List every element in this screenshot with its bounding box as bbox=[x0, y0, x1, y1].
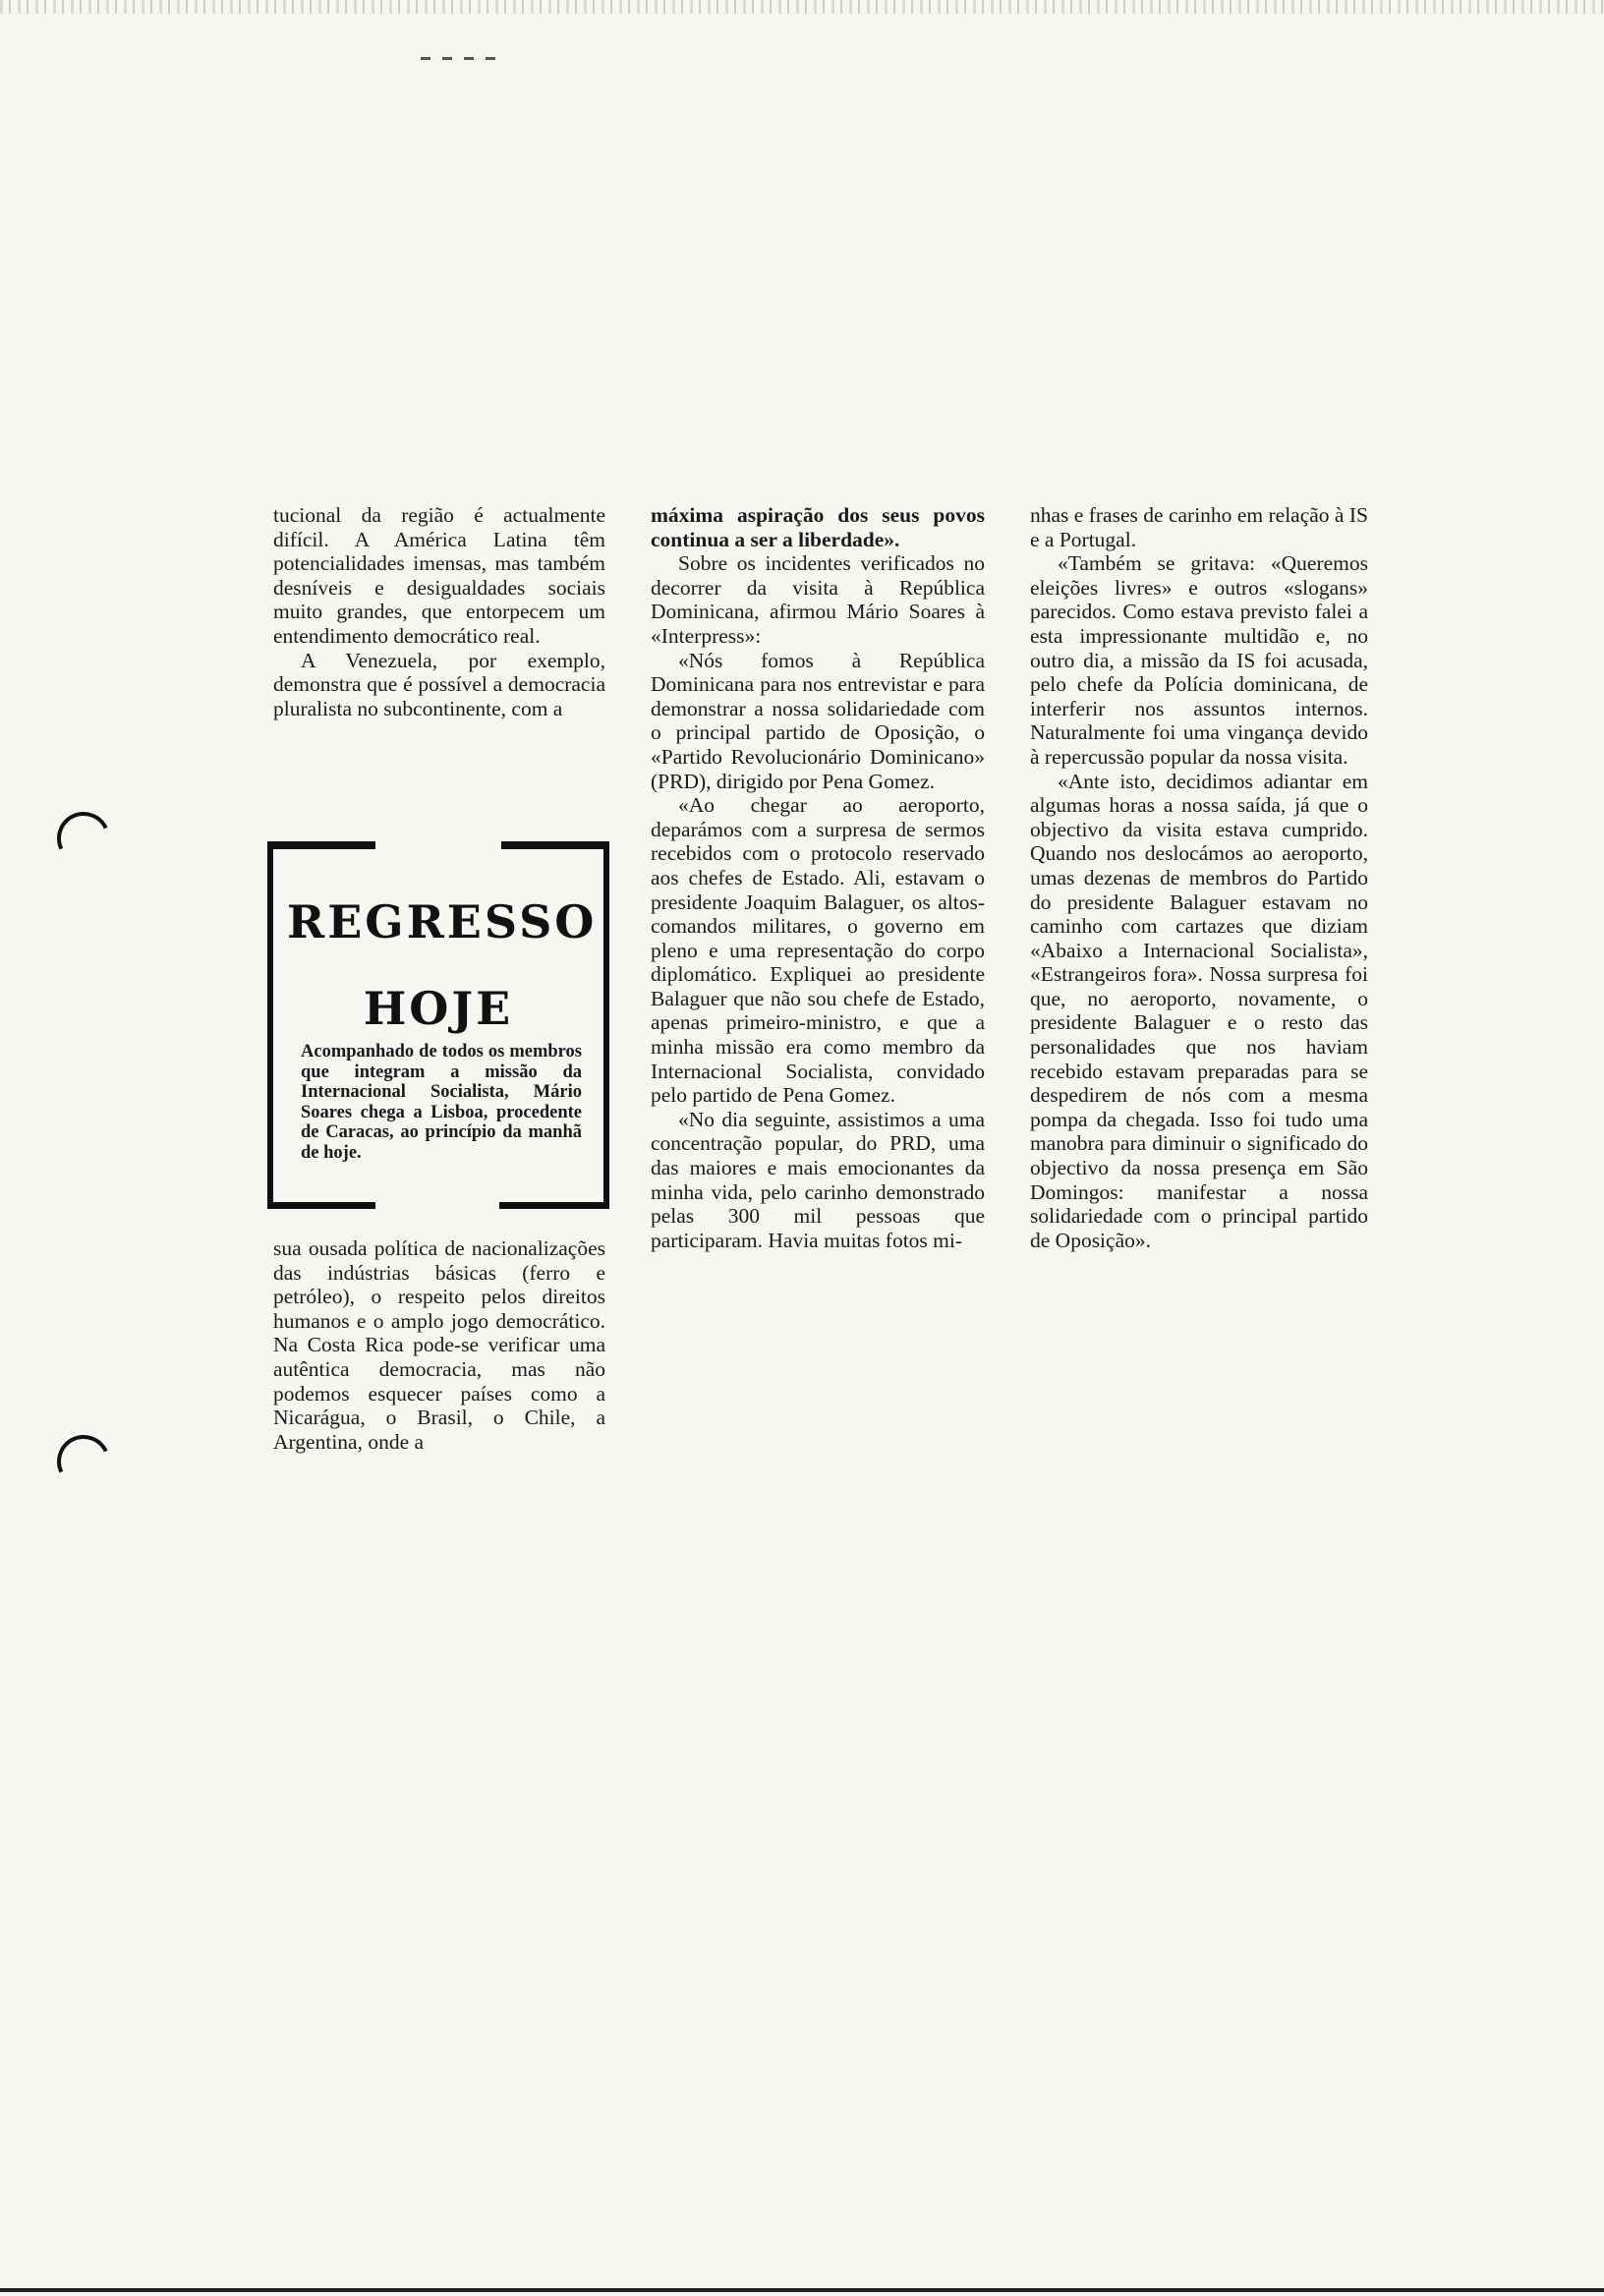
box-caption: Acompanhado de todos os membros que integram a missão da Internacional Socialista, Mário Soares chega a Lisboa, procedente de Caracas, ao princípio da manhã de hoje. bbox=[301, 1042, 582, 1163]
box-headline bbox=[287, 879, 598, 1052]
box-border-left bbox=[267, 841, 273, 1209]
scan-mark bbox=[421, 57, 499, 60]
box-headline-line-2: HOJE bbox=[363, 982, 514, 1035]
paragraph: A Venezuela, por exemplo, demonstra que é possível a democracia pluralista no subcontinente, com a bbox=[273, 648, 605, 720]
paragraph: «Ao chegar ao aeroporto, deparámos com a surpresa de sermos recebidos com o protocolo reservado aos chefes de Estado. Ali, estavam o presidente Joaquim Balaguer, os altos-comandos militares, o governo em pleno e uma representação do corpo diplomático. Expliquei ao presidente Balaguer que não sou chefe de Estado, apenas primeiro-ministro, e que a minha missão era como membro da Internacional Socialista, convidado pelo partido de Pena Gomez. bbox=[651, 793, 985, 1108]
paragraph: sua ousada política de nacionalizações das indústrias básicas (ferro e petróleo), o respeito pelos direitos humanos e o amplo jogo democrático. Na Costa Rica pode-se verificar uma autêntica democracia, mas não podemos esquecer países como a Nicarágua, o Brasil, o Chile, a Argentina, onde a bbox=[273, 1236, 605, 1454]
punch-hole-mark-top bbox=[49, 804, 117, 872]
paragraph: máxima aspiração dos seus povos continua a ser a liberdade». bbox=[651, 503, 985, 551]
paragraph: nhas e frases de carinho em relação à IS e a Portugal. bbox=[1030, 503, 1368, 551]
punch-hole-mark-bottom bbox=[49, 1427, 117, 1495]
box-border-right bbox=[603, 841, 609, 1209]
article-column-3 bbox=[1030, 503, 1368, 1252]
article-column-1-top bbox=[273, 503, 605, 720]
box-border-bottom-left bbox=[267, 1202, 375, 1209]
box-border-top-left bbox=[267, 841, 375, 849]
paragraph: «Também se gritava: «Queremos eleições livres» e outros «slogans» parecidos. Como estava previsto falei a esta impressionante multidão e, no outro dia, a missão da IS foi acusada, pelo chefe da Polícia dominicana, de interferir nos assuntos internos. Naturalmente foi uma vingança devido à repercussão popular da nossa visita. bbox=[1030, 551, 1368, 769]
box-border-bottom-right bbox=[499, 1202, 609, 1209]
box-headline-line-1: REGRESSO bbox=[287, 895, 598, 948]
paragraph: tucional da região é actualmente difícil. A América Latina têm potencialidades imensas, mas também desníveis e desigualdades sociais muito grandes, que entorpecem um entendimento democrático real. bbox=[273, 503, 605, 648]
paragraph: «Ante isto, decidimos adiantar em algumas horas a nossa saída, já que o objectivo da visita estava cumprido. Quando nos deslocámos ao aeroporto, umas dezenas de membros do Partido do presidente Balaguer estavam no caminho com cartazes que diziam «Abaixo a Internacional Socialista», «Estrangeiros fora». Nossa surpresa foi que, no aeroporto, novamente, o presidente Balaguer e o resto das personalidades que nos haviam recebido estavam preparadas para se despedirem de nós com a mesma pompa da chegada. Isso foi tudo uma manobra para diminuir o significado do objectivo da nossa presença em São Domingos: manifestar a nossa solidariedade com o principal partido de Oposição». bbox=[1030, 769, 1368, 1252]
scan-top-edge bbox=[0, 0, 1604, 14]
paragraph: «Nós fomos à República Dominicana para nos entrevistar e para demonstrar a nossa solidariedade com o principal partido de Oposição, o «Partido Revolucionário Dominicano» (PRD), dirigido por Pena Gomez. bbox=[651, 648, 985, 793]
paragraph: Sobre os incidentes verificados no decorrer da visita à República Dominicana, afirmou Mário Soares à «Interpress»: bbox=[651, 551, 985, 648]
box-border-top-right bbox=[501, 841, 609, 849]
scan-bottom-edge bbox=[0, 2288, 1604, 2292]
article-column-2 bbox=[651, 503, 985, 1252]
regresso-hoje-box bbox=[267, 841, 609, 1209]
paragraph: «No dia seguinte, assistimos a uma concentração popular, do PRD, uma das maiores e mais emocionantes da minha vida, pelo carinho demonstrado pelas 300 mil pessoas que participaram. Havia muitas fotos mi- bbox=[651, 1107, 985, 1252]
article-column-1-bottom bbox=[273, 1236, 605, 1454]
